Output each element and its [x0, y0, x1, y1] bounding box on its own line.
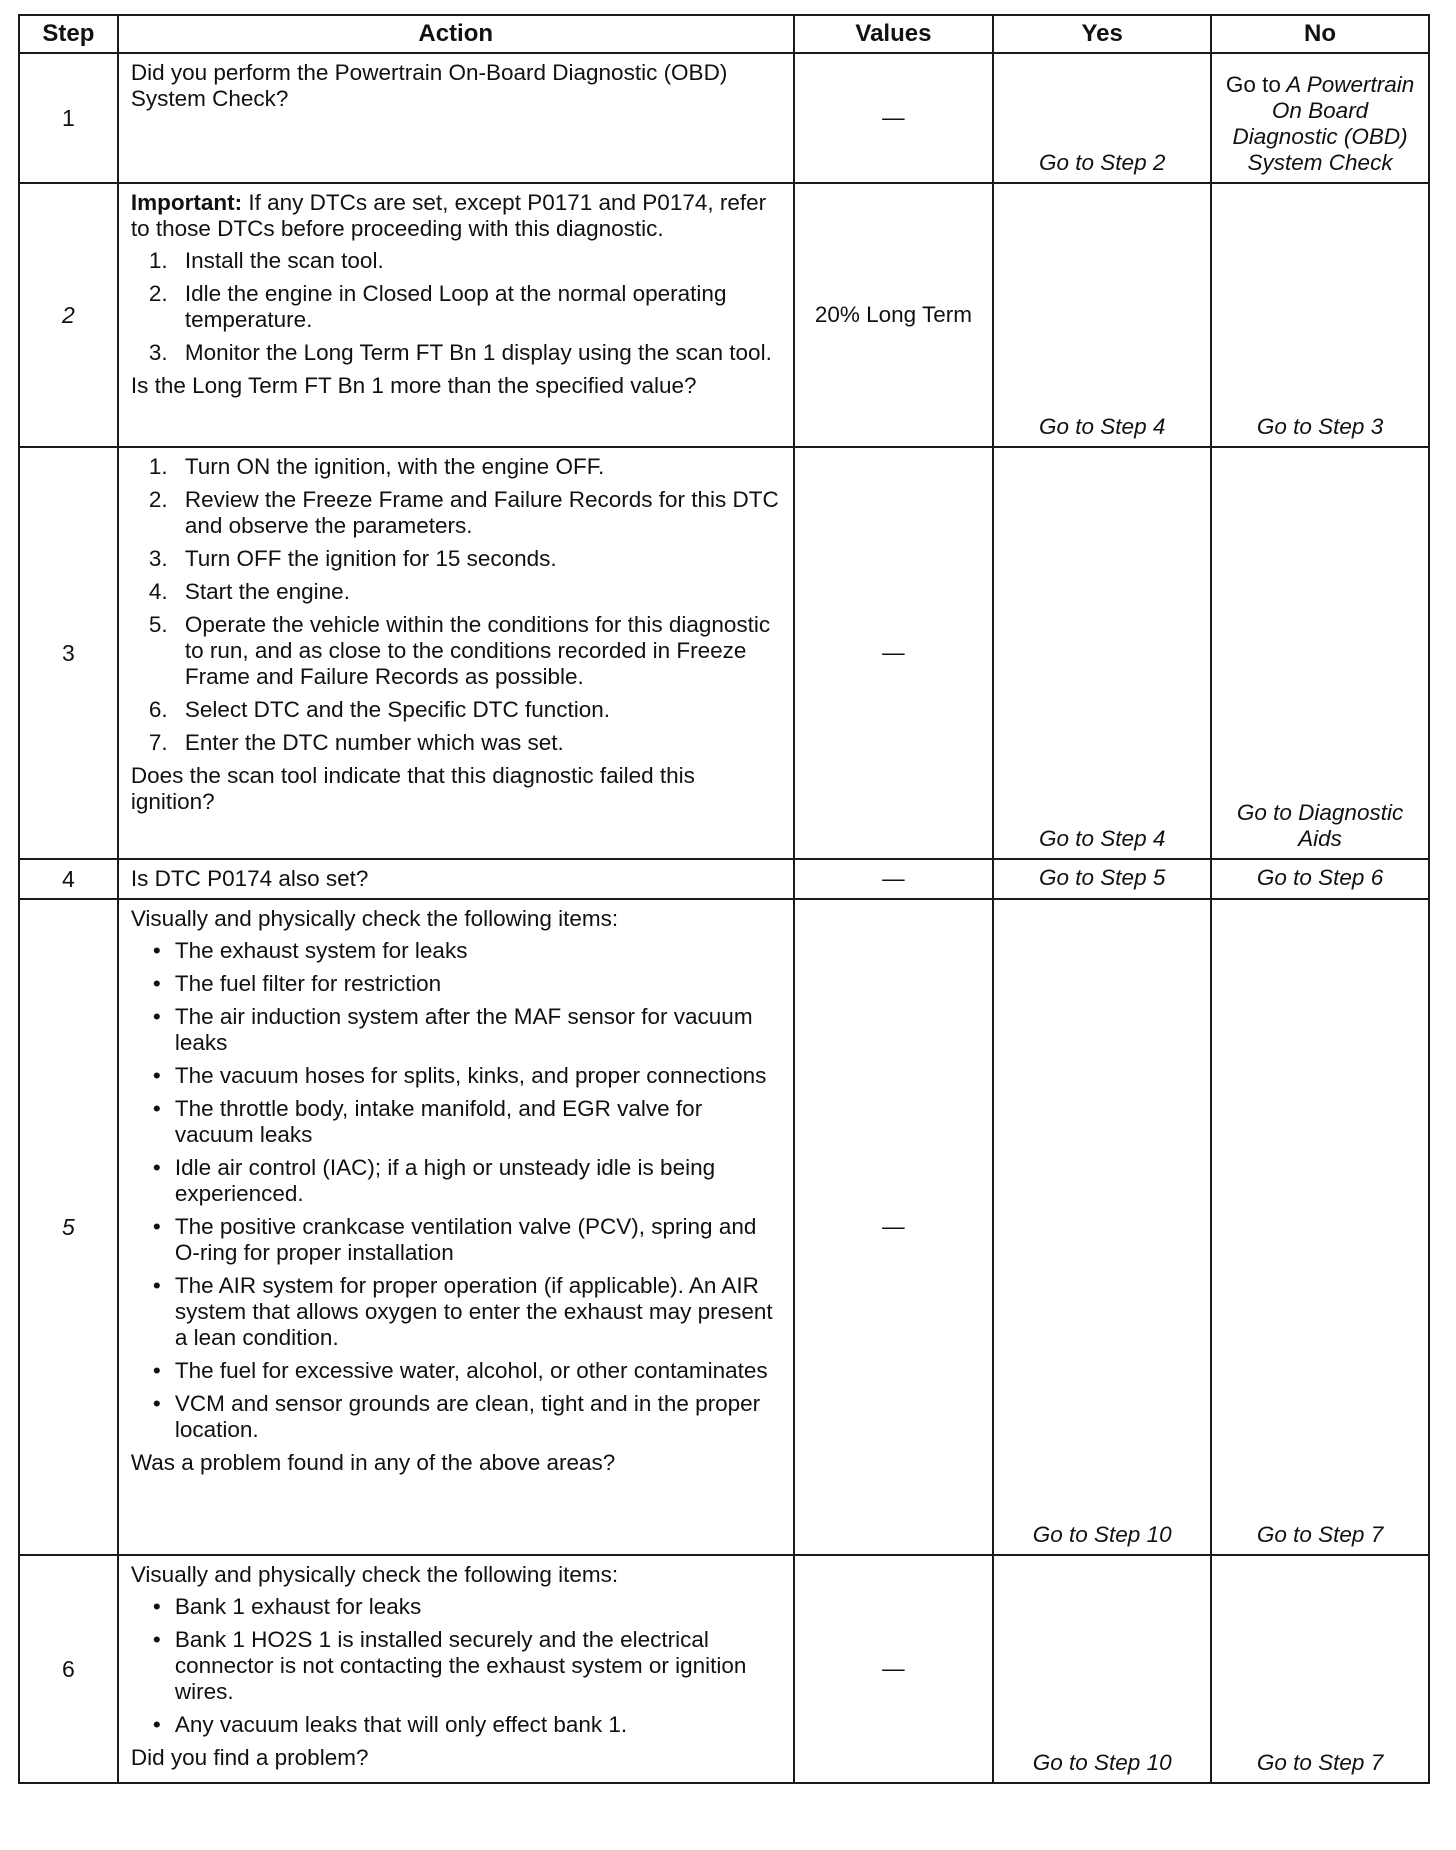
yes-cell: Go to Step 4 — [993, 183, 1211, 447]
action-text: Did you perform the Powertrain On-Board Diagnostic (OBD) System Check? — [130, 60, 728, 111]
list-item — [131, 730, 785, 756]
yes-cell: Go to Step 2 — [993, 53, 1211, 183]
item-text: The vacuum hoses for splits, kinks, and proper connections — [174, 1063, 767, 1088]
bullet-icon: • — [152, 1214, 161, 1239]
item-text: Enter the DTC number which was set. — [184, 730, 564, 755]
item-text: Operate the vehicle within the conditions for this diagnostic to run, and as close to the conditions recorded in Freeze Frame and Failure Records as possible. — [184, 612, 771, 689]
item-text: Bank 1 HO2S 1 is installed securely and the electrical connector is not contacting the exhaust system or ignition wires. — [174, 1627, 747, 1704]
intro-text: Visually and physically check the following items: — [130, 1562, 619, 1587]
bullet-icon: • — [152, 1063, 161, 1088]
header-row — [19, 15, 1429, 53]
item-number: 2. — [148, 487, 168, 512]
numbered-list — [131, 248, 785, 366]
item-number: 1. — [148, 248, 168, 273]
list-item — [131, 340, 785, 366]
header-action: Action — [118, 15, 794, 53]
important-text: If any DTCs are set, except P0171 and P0174, refer to those DTCs before proceeding with this diagnostic. — [130, 190, 767, 241]
table-row-step-5 — [19, 899, 1429, 1555]
header-yes: Yes — [993, 15, 1211, 53]
list-item — [131, 697, 785, 723]
table-row-step-2 — [19, 183, 1429, 447]
bullet-icon: • — [152, 1627, 161, 1652]
list-item — [131, 1155, 785, 1207]
action-cell — [118, 183, 794, 447]
list-item — [131, 1594, 785, 1620]
question-text: Does the scan tool indicate that this diagnostic failed this ignition? — [130, 763, 695, 814]
question-text: Did you find a problem? — [130, 1745, 369, 1770]
list-item — [131, 1627, 785, 1705]
step-number: 6 — [19, 1555, 118, 1783]
list-item — [131, 248, 785, 274]
step-number: 1 — [19, 53, 118, 183]
bullet-icon: • — [152, 1004, 161, 1029]
list-item — [131, 281, 785, 333]
item-text: The exhaust system for leaks — [174, 938, 468, 963]
list-item — [131, 1273, 785, 1351]
action-cell — [118, 859, 794, 899]
item-number: 1. — [148, 454, 168, 479]
no-cell: Go to Diagnostic Aids — [1211, 447, 1429, 859]
list-item — [131, 1214, 785, 1266]
item-text: VCM and sensor grounds are clean, tight and in the proper location. — [174, 1391, 761, 1442]
item-number: 4. — [148, 579, 168, 604]
header-values: Values — [794, 15, 994, 53]
diagnostic-table — [18, 14, 1430, 1784]
important-note — [131, 190, 785, 242]
yes-cell: Go to Step 5 — [993, 859, 1211, 899]
header-no: No — [1211, 15, 1429, 53]
bullet-icon: • — [152, 1155, 161, 1180]
no-prefix: Go to — [1225, 72, 1281, 97]
intro-text: Visually and physically check the following items: — [130, 906, 619, 931]
item-number: 3. — [148, 546, 168, 571]
item-text: Monitor the Long Term FT Bn 1 display using the scan tool. — [184, 340, 772, 365]
item-number: 2. — [148, 281, 168, 306]
list-item — [131, 1391, 785, 1443]
question-text: Was a problem found in any of the above areas? — [130, 1450, 616, 1475]
item-number: 6. — [148, 697, 168, 722]
table-row-step-6 — [19, 1555, 1429, 1783]
values-cell: 20% Long Term — [794, 183, 994, 447]
yes-cell: Go to Step 4 — [993, 447, 1211, 859]
item-text: Any vacuum leaks that will only effect bank 1. — [174, 1712, 628, 1737]
yes-cell: Go to Step 10 — [993, 1555, 1211, 1783]
no-reference: A Powertrain On Board Diagnostic (OBD) System Check — [1232, 72, 1415, 175]
item-text: Bank 1 exhaust for leaks — [174, 1594, 422, 1619]
bullet-icon: • — [152, 1712, 161, 1737]
bullet-icon: • — [152, 971, 161, 996]
item-number: 5. — [148, 612, 168, 637]
bullet-icon: • — [152, 1594, 161, 1619]
list-item — [131, 1063, 785, 1089]
question-text: Is the Long Term FT Bn 1 more than the specified value? — [130, 373, 697, 398]
bullet-icon: • — [152, 1273, 161, 1298]
values-cell: — — [794, 447, 994, 859]
step-number: 2 — [19, 183, 118, 447]
bullet-icon: • — [152, 938, 161, 963]
no-cell: Go to Step 7 — [1211, 1555, 1429, 1783]
no-cell: Go to Step 3 — [1211, 183, 1429, 447]
list-item — [131, 487, 785, 539]
values-cell: — — [794, 1555, 994, 1783]
important-label: Important: — [130, 190, 243, 215]
bullet-icon: • — [152, 1096, 161, 1121]
list-item — [131, 1712, 785, 1738]
item-text: Install the scan tool. — [184, 248, 384, 273]
action-cell — [118, 447, 794, 859]
item-text: Idle air control (IAC); if a high or unsteady idle is being experienced. — [174, 1155, 716, 1206]
list-item — [131, 454, 785, 480]
item-text: The fuel filter for restriction — [174, 971, 442, 996]
action-cell — [118, 1555, 794, 1783]
list-item — [131, 579, 785, 605]
bullet-list — [131, 1594, 785, 1738]
action-text: Is DTC P0174 also set? — [130, 866, 369, 891]
action-cell — [118, 899, 794, 1555]
item-text: Select DTC and the Specific DTC function. — [184, 697, 611, 722]
item-text: The positive crankcase ventilation valve (PCV), spring and O-ring for proper installation — [174, 1214, 757, 1265]
bullet-icon: • — [152, 1358, 161, 1383]
list-item — [131, 1004, 785, 1056]
item-text: The throttle body, intake manifold, and EGR valve for vacuum leaks — [174, 1096, 703, 1147]
step-number: 3 — [19, 447, 118, 859]
values-cell: — — [794, 899, 994, 1555]
item-text: Start the engine. — [184, 579, 350, 604]
step-number: 5 — [19, 899, 118, 1555]
list-item — [131, 546, 785, 572]
no-cell: Go to Step 6 — [1211, 859, 1429, 899]
yes-cell: Go to Step 10 — [993, 899, 1211, 1555]
item-text: The air induction system after the MAF sensor for vacuum leaks — [174, 1004, 753, 1055]
table-row-step-3 — [19, 447, 1429, 859]
list-item — [131, 1096, 785, 1148]
item-number: 7. — [148, 730, 168, 755]
list-item — [131, 971, 785, 997]
list-item — [131, 1358, 785, 1384]
bullet-icon: • — [152, 1391, 161, 1416]
values-cell: — — [794, 859, 994, 899]
step-number: 4 — [19, 859, 118, 899]
item-number: 3. — [148, 340, 168, 365]
numbered-list — [131, 454, 785, 756]
no-cell: Go to Step 7 — [1211, 899, 1429, 1555]
values-cell: — — [794, 53, 994, 183]
item-text: The AIR system for proper operation (if applicable). An AIR system that allows oxygen to enter the exhaust may present a lean condition. — [174, 1273, 773, 1350]
table-row-step-1 — [19, 53, 1429, 183]
item-text: Review the Freeze Frame and Failure Records for this DTC and observe the parameters. — [184, 487, 779, 538]
list-item — [131, 938, 785, 964]
item-text: The fuel for excessive water, alcohol, or other contaminates — [174, 1358, 768, 1383]
item-text: Idle the engine in Closed Loop at the normal operating temperature. — [184, 281, 727, 332]
no-cell — [1211, 53, 1429, 183]
table-row-step-4 — [19, 859, 1429, 899]
item-text: Turn ON the ignition, with the engine OFF. — [184, 454, 605, 479]
list-item — [131, 612, 785, 690]
item-text: Turn OFF the ignition for 15 seconds. — [184, 546, 557, 571]
action-cell — [118, 53, 794, 183]
bullet-list — [131, 938, 785, 1443]
header-step: Step — [19, 15, 118, 53]
